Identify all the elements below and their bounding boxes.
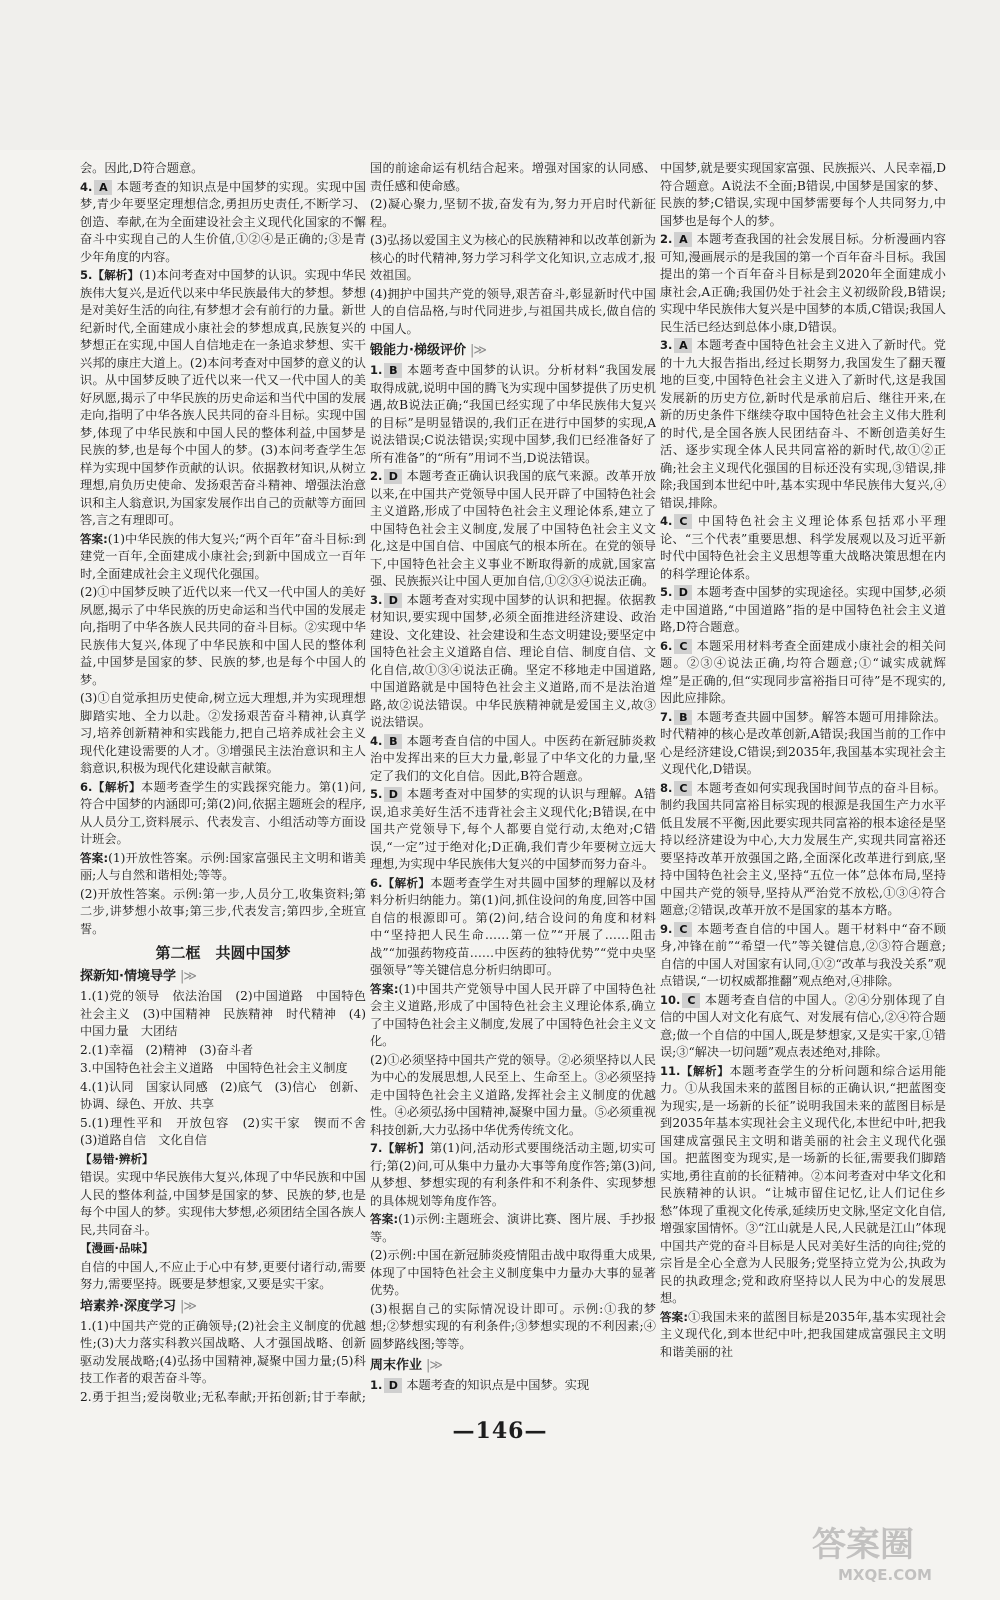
- body-text: 本题考查自信的中国人。②④分别体现了自信的中国人对文化有底气、对发展有信心,②④符合题意;做一个自信的中国人,既是梦想家,又是实干家,①错误;③“解决一切问题”观点表述绝对,排除。: [660, 992, 946, 1059]
- text-paragraph: [80, 1079, 366, 1114]
- body-text: 2.(1)幸福 (2)精神 (3)奋斗者: [80, 1042, 254, 1057]
- question-number: 9.: [660, 921, 673, 936]
- watermark-logo: [808, 1512, 978, 1586]
- body-text: 3.中国特色社会主义道路 中国特色社会主义制度: [80, 1061, 348, 1075]
- question-answer: [80, 179, 366, 267]
- text-paragraph: [80, 1042, 366, 1060]
- body-text: 1.(1)党的领导 依法治国 (2)中国道路 中国特色社会主义 (3)中国精神 民族精神 时代精神 (4)中国力量 大团结: [80, 989, 366, 1038]
- body-text: 1.(1)中国共产党的正确领导;(2)社会主义制度的优越性;(3)大力落实科教兴国战略、人才强国战略、创新驱动发展战略;(4)弘扬中国精神,凝聚中国力量;(5)科技工作者的艰苦奋斗等。: [80, 1318, 366, 1385]
- body-text: 本题考查正确认识我国的底气来源。改革开放以来,在中国共产党领导中国人民开辟了中国特色社会主义道路,形成了中国特色社会主义理论体系,建立了中国特色社会主义制度,发展了中国特色社会主义文化,这是中国自信、中国底气的根本所在。在党的领导下,中国特色社会主义事业不断取得新的成就,国家富强、民族振兴让中国人更加自信,①②③④说法正确。: [370, 469, 656, 588]
- section-heading-text: 锻能力·梯级评价: [370, 343, 466, 358]
- text-paragraph: [80, 988, 366, 1041]
- question-number: 8.: [660, 780, 673, 795]
- question-number: 10.: [660, 992, 681, 1007]
- answer-letter-badge: B: [384, 734, 402, 749]
- question-number: 5.: [370, 787, 383, 801]
- section-heading-text: 培素养·深度学习: [80, 1298, 176, 1314]
- question-answer: [370, 875, 656, 980]
- body-text: 2.勇于担当;爱岗敬业;无私奉献;开拓创新;甘于奉献;: [80, 1389, 366, 1404]
- column-left: [80, 160, 366, 1405]
- question-answer: [370, 733, 656, 786]
- lesson-title: 第二框 共圆中国梦: [155, 944, 291, 962]
- body-text: (1)中国共产党领导中国人民开辟了中国特色社会主义道路,形成了中国特色社会主义理论体系,确立了中国特色社会主义制度,发展了中国特色社会主义文化。: [370, 981, 656, 1048]
- question-number: 4.: [80, 179, 93, 194]
- body-text: 本题考查对中国梦的实现的认识与理解。A错误,追求美好生活不违背社会主义现代化;B错误,在中国共产党领导下,每个人都要自觉行动,太绝对;C错误,“一定”过于绝对化;D正确,我们青少年要树立远大理想,为实现中华民族伟大复兴的中国梦而努力奋斗。: [370, 787, 656, 871]
- text-paragraph: [80, 160, 366, 178]
- question-number: 1.: [370, 363, 383, 377]
- question-number: 7.: [370, 1141, 383, 1155]
- subsection-label: 【漫画·品味】: [80, 1241, 154, 1255]
- answer-label: 答案:: [80, 850, 109, 865]
- body-text: 会。因此,D符合题意。: [80, 161, 204, 175]
- body-text: (2)凝心聚力,坚韧不拔,奋发有为,努力开启时代新征程。: [370, 197, 656, 229]
- body-text: 本题考查中国特色社会主义进入了新时代。党的十九大报告指出,经过长期努力,我国发生了翻天覆地的巨变,中国特色社会主义进入了新时代,这是我国发展新的历史方位,新时代是承前启后、继往开来,在新的历史条件下继续夺取中国特色社会主义伟大胜利的时代,是全国各族人民团结奋斗、不断创造美好生活、逐步实现全体人民共同富裕的新时代,故①②正确;社会主义现代化强国的目标还没有实现,③错误,排除;我国到本世纪中叶,基本实现中华民族伟大复兴,④错误,排除。: [660, 338, 946, 510]
- watermark-main-text: 答案圈: [812, 1525, 914, 1565]
- answer-block: [370, 1211, 656, 1246]
- question-answer: [660, 1063, 946, 1308]
- column-right: [660, 160, 946, 1405]
- answer-block: [80, 531, 366, 584]
- body-text: 自信的中国人,不应止于心中有梦,更要付诸行动,需要努力,需要坚持。既要是梦想家,又要是实干家。: [80, 1259, 366, 1291]
- body-text: 本题考查如何实现我国时间节点的奋斗目标。制约我国共同富裕目标实现的根源是我国生产力水平低且发展不平衡,因此要实现共同富裕的根本途径是坚持以经济建设为中心,大力发展生产,实现共同富裕还要坚持改革开放强国之路,全面深化改革进行到底,坚持中国特色社会主义,坚持“五位一体”总体布局,坚持中国共产党的领导,坚持从严治党不放松,①③④符合题意;②错误,改革开放不是国家的基本方略。: [660, 780, 946, 917]
- text-paragraph: [80, 1318, 366, 1388]
- section-heading: [370, 1357, 656, 1375]
- page-top-margin: [0, 0, 1000, 150]
- answer-letter-badge: D: [674, 585, 692, 600]
- section-heading: [370, 342, 656, 360]
- answer-label: 答案:: [370, 981, 399, 996]
- text-paragraph: [370, 232, 656, 285]
- question-number: 2.: [660, 232, 673, 246]
- answer-block: [660, 1309, 946, 1362]
- analysis-tag: 【解析】: [382, 875, 431, 890]
- body-text: 本题考查自信的中国人。中医药在新冠肺炎救治中发挥出来的巨大力量,彰显了中华文化的力量,坚定了我们的文化自信。因此,B符合题意。: [370, 733, 656, 783]
- section-arrow-icon: |≫: [426, 1358, 443, 1373]
- body-text: (3)①自觉承担历史使命,树立远大理想,并为实现理想脚踏实地、全力以赴。②发扬艰苦奋斗精神,认真学习,培养创新精神和实践能力,把自己培养成社会主义现代化建设需要的人才。③增强民主法治意识和主人翁意识,积极为现代化建设献言献策。: [80, 691, 366, 775]
- text-paragraph: [80, 1115, 366, 1150]
- question-answer: [80, 779, 366, 849]
- body-text: (2)示例:中国在新冠肺炎疫情阻击战中取得重大成果,体现了中国特色社会主义制度集中力量办大事的显著优势。: [370, 1248, 656, 1297]
- body-text: (3)弘扬以爱国主义为核心的民族精神和以改革创新为核心的时代精神,努力学习科学文化知识,立志成才,报效祖国。: [370, 233, 656, 282]
- text-paragraph: [370, 196, 656, 231]
- question-number: 6.: [80, 779, 93, 794]
- question-answer: [370, 362, 656, 467]
- question-answer: [370, 1377, 656, 1395]
- body-text: 本题考查对实现中国梦的认识和把握。依据教材知识,要实现中国梦,必须全面推进经济建设、政治建设、文化建设、社会建设和生态文明建设;要坚定中国特色社会主义道路自信、理论自信、制度自信、文化自信,故①③④说法正确。坚定不移地走中国道路,中国道路就是中国特色社会主义道路,而不是法治道路,故②说法错误。中华民族精神就是爱国主义,故③说法错误。: [370, 592, 656, 729]
- section-arrow-icon: |≫: [469, 343, 486, 358]
- section-heading: [80, 1298, 366, 1316]
- answer-letter-badge: C: [674, 514, 692, 529]
- question-number: 5.: [80, 268, 93, 282]
- answer-letter-badge: C: [674, 922, 692, 937]
- subsection-label: 【易错·辨析】: [80, 1151, 154, 1166]
- answer-label: 答案:: [660, 1309, 688, 1324]
- body-text: (2)①必须坚持中国共产党的领导。②必须坚持以人民为中心的发展思想,人民至上、生命至上。③必须坚持走中国特色社会主义道路,发挥社会主义制度的优越性。④必须弘扬中国精神,凝聚中国力量。⑤必须重视科技创新,大力弘扬中华优秀传统文化。: [370, 1052, 656, 1137]
- body-text: (1)中华民族的伟大复兴;“两个百年”奋斗目标:到建党一百年,全面建成小康社会;到新中国成立一百年时,全面建成社会主义现代化强国。: [80, 531, 366, 581]
- question-number: 6.: [370, 875, 383, 890]
- answer-label: 答案:: [370, 1212, 399, 1226]
- text-paragraph: [370, 286, 656, 339]
- answer-letter-badge: C: [674, 781, 692, 796]
- answer-letter-badge: A: [674, 338, 692, 353]
- page-number: —146—: [452, 1418, 548, 1444]
- body-text: 中国梦,就是要实现国家富强、民族振兴、人民幸福,D符合题意。A说法不全面;B错误,中国梦是国家的梦、民族的梦;C错误,实现中国梦需要每个人共同努力,中国梦也是每个人的梦。: [660, 161, 946, 228]
- question-number: 5.: [660, 585, 673, 599]
- body-text: 本题考查中国梦的实现途径。实现中国梦,必须走中国道路,“中国道路”指的是中国特色社会主义道路,D符合题意。: [660, 585, 946, 634]
- answer-letter-badge: C: [682, 993, 700, 1008]
- text-paragraph: [80, 1259, 366, 1294]
- text-paragraph: [80, 1389, 366, 1406]
- question-answer: [660, 513, 946, 583]
- question-answer: [660, 231, 946, 336]
- watermark-sub-text: MXQE.COM: [838, 1566, 932, 1584]
- question-number: 7.: [660, 709, 673, 724]
- body-text: 本题考查自信的中国人。题干材料中“奋不顾身,冲锋在前”“希望一代”等关键信息,②③符合题意;自信的中国人对国家有认同,①②“改革与我没关系”观点错误,“一切权威都推翻”观点绝对,④排除。: [660, 921, 946, 988]
- question-number: 6.: [660, 638, 673, 653]
- section-arrow-icon: |≫: [179, 969, 196, 984]
- analysis-tag: 【解析】: [92, 268, 140, 282]
- text-paragraph: [80, 690, 366, 778]
- body-text: (2)①中国梦反映了近代以来一代又一代中国人的美好夙愿,揭示了中华民族的历史命运和当代中国的发展走向,指明了中华各族人民共同的奋斗目标。②实现中华民族伟大复兴,体现了中华民族和中国人民的整体利益,中国梦是国家的梦、民族的梦,也是每个中国人的梦。: [80, 585, 366, 687]
- body-text: 本题考查我国的社会发展目标。分析漫画内容可知,漫画展示的是我国的第一个百年奋斗目标。我国提出的第一个百年奋斗目标是到2020年全面建成小康社会,A正确;我国仍处于社会主义初级阶段,B错误;实现中华民族伟大复兴是中国梦的本质,C错误;我国人民生活已经达到总体小康,D错误。: [660, 232, 946, 334]
- answer-letter-badge: D: [384, 1378, 402, 1393]
- body-text: (1)示例:主题班会、演讲比赛、图片展、手抄报等。: [370, 1212, 656, 1244]
- question-answer: [660, 992, 946, 1062]
- body-text: (1)开放性答案。示例:国家富强民主文明和谐美丽;人与自然和谐相处;等等。: [80, 850, 366, 882]
- question-answer: [660, 584, 946, 637]
- answer-letter-badge: D: [384, 469, 402, 484]
- body-text: 国的前途命运有机结合起来。增强对国家的认同感、责任感和使命感。: [370, 161, 656, 193]
- question-answer: [80, 267, 366, 530]
- text-paragraph: [80, 1060, 366, 1078]
- answer-letter-badge: C: [674, 639, 692, 654]
- question-answer: [370, 786, 656, 874]
- question-number: 1.: [370, 1378, 383, 1392]
- answer-label: 答案:: [80, 531, 108, 546]
- question-answer: [660, 709, 946, 779]
- question-number: 3.: [370, 592, 383, 607]
- question-number: 2.: [370, 469, 383, 483]
- body-text: 本题考查学生的实践探究能力。第(1)问,符合中国梦的内涵即可;第(2)问,依据主题班会的程序,从人员分工,资料展示、代表发言、小组活动等方面设计班会。: [80, 779, 366, 846]
- answer-letter-badge: B: [384, 363, 402, 378]
- analysis-tag: 【解析】: [382, 1141, 431, 1155]
- answer-block: [80, 850, 366, 885]
- text-paragraph: [370, 1301, 656, 1354]
- question-answer: [660, 921, 946, 991]
- text-paragraph: [370, 1247, 656, 1300]
- question-answer: [370, 468, 656, 591]
- text-paragraph: [80, 886, 366, 939]
- body-text: 中国特色社会主义理论体系包括邓小平理论、“三个代表”重要思想、科学发展观以及习近平新时代中国特色社会主义思想等重大战略决策思想在内的科学理论体系。: [660, 514, 946, 581]
- text-paragraph: [370, 160, 656, 195]
- question-number: 3.: [660, 338, 673, 352]
- answer-letter-badge: A: [94, 180, 112, 195]
- text-paragraph: [660, 160, 946, 230]
- answer-letter-badge: D: [384, 593, 402, 608]
- body-text: (1)本问考查对中国梦的认识。实现中华民族伟大复兴,是近代以来中华民族最伟大的梦想。梦想是对美好生活的向往,有梦想才会有前行的力量。新世纪新时代,全面建成小康社会的梦想成真,民族复兴的梦想正在实现,中国人自信地走在一条追求梦想、实干兴邦的康庄大道上。(2)本问考查对中国梦的意义的认识。从中国梦反映了近代以来一代又一代中国人的美好夙愿,揭示了中华民族的历史命运和当代中国的发展走向,指明了中华各族人民共同的奋斗目标。实现中国梦,体现了中华民族和中国人民的整体利益,中国梦是民族的梦,也是每个中国人的梦。(3)本问考查学生怎样为实现中国梦作贡献的认识。依据教材知识,从树立理想,肩负历史使命、发扬艰苦奋斗精神、增强法治意识和主人翁意识,为国家发展作出自己的贡献等方面回答,言之有理即可。: [80, 268, 366, 527]
- body-text: 本题考查学生的分析问题和综合运用能力。①从我国未来的蓝图目标的正确认识,“把蓝图变为现实,是一场新的长征”说明我国未来的蓝图目标是到2035年基本实现社会主义现代化,本世纪中叶,把我国建成富强民主文明和谐美丽的社会主义现代化强国。把蓝图变为现实,是一场新的长征,需要我们脚踏实地,勇往直前的长征精神。②本问考查对中华文化和民族精神的认识。“让城市留住记忆,让人们记住乡愁”体现了重视文化传承,延续历史文脉,坚定文化自信,增强家国情怀。③“江山就是人民,人民就是江山”体现中国共产党的奋斗目标是人民对美好生活的向往;党的宗旨是全心全意为人民服务;党坚持立党为公,执政为民的执政理念;党和政府坚持以人民为中心的发展思想。: [660, 1063, 946, 1305]
- body-text: (4)拥护中国共产党的领导,艰苦奋斗,彰显新时代中国人的自信品格,与时代同进步,与祖国共成长,做自信的中国人。: [370, 286, 656, 336]
- body-text: 本题考查的知识点是中国梦的实现。实现中国梦,青少年要坚定理想信念,勇担历史责任,不断学习、创造、奉献,在为全面建设社会主义现代化国家的不懈奋斗中实现自己的人生价值,①②④是正确的;③是青少年角度的内容。: [80, 179, 366, 264]
- column-middle: [370, 160, 656, 1405]
- question-answer: [370, 592, 656, 732]
- body-text: 本题考查的知识点是中国梦。实现: [406, 1378, 590, 1392]
- analysis-tag: 【解析】: [680, 1063, 730, 1078]
- answer-block: [370, 981, 656, 1051]
- question-number: 4.: [370, 733, 383, 748]
- text-paragraph: [80, 584, 366, 689]
- answer-letter-badge: D: [384, 787, 402, 802]
- body-text: 5.(1)理性平和 开放包容 (2)实干家 锲而不舍 (3)道路自信 文化自信: [80, 1115, 366, 1147]
- body-text: 本题考查共圆中国梦。解答本题可用排除法。时代精神的核心是改革创新,A错误;我国当前的工作中心是经济建设,C错误;到2035年,我国基本实现社会主义现代化,D错误。: [660, 709, 946, 776]
- question-answer: [370, 1140, 656, 1210]
- section-heading-text: 周末作业: [370, 1358, 423, 1373]
- question-answer: [660, 638, 946, 708]
- body-text: 4.(1)认同 国家认同感 (2)底气 (3)信心 创新、协调、绿色、开放、共享: [80, 1079, 366, 1111]
- body-text: (2)开放性答案。示例:第一步,人员分工,收集资料;第二步,讲梦想小故事;第三步,代表发言;第四步,全班宣誓。: [80, 886, 366, 936]
- body-text: 本题采用材料考查全面建成小康社会的相关问题。②③④说法正确,均符合题意;①“诚实成就辉煌”是正确的,但“实现同步富裕指日可待”是不现实的,因此应排除。: [660, 638, 946, 705]
- question-number: 4.: [660, 514, 673, 528]
- question-answer: [660, 337, 946, 512]
- section-arrow-icon: |≫: [179, 1298, 196, 1314]
- section-heading-text: 探新知·情境导学: [80, 969, 176, 984]
- body-text: 错误。实现中华民族伟大复兴,体现了中华民族和中国人民的整体利益,中国梦是国家的梦、民族的梦,也是每个中国人的梦。实现伟大梦想,必须团结全国各族人民,共同奋斗。: [80, 1170, 366, 1237]
- question-number: 11.: [660, 1063, 681, 1078]
- answer-letter-badge: B: [674, 710, 692, 725]
- body-text: 第(1)问,活动形式要围绕活动主题,切实可行;第(2)问,可从集中力量办大事等角度作答;第(3)问,从梦想、梦想实现的有利条件和不利条件、实现梦想的具体规划等角度作答。: [370, 1141, 656, 1208]
- analysis-tag: 【解析】: [92, 779, 141, 794]
- text-paragraph: [370, 1052, 656, 1140]
- body-text: ①我国未来的蓝图目标是2035年,基本实现社会主义现代化,到本世纪中叶,把我国建成富强民主文明和谐美丽的社: [660, 1309, 946, 1359]
- body-text: 本题考查学生对共圆中国梦的理解以及材料分析归纳能力。第(1)问,抓住设问的角度,回答中国自信的根源即可。第(2)问,结合设问的角度和材料中“坚持把人民生命……第一位”“开展了……阻击战”“加强药物疫苗……中医药的独特优势”“党中央坚强领导”等关键信息分析归纳即可。: [370, 875, 656, 977]
- question-answer: [660, 780, 946, 920]
- body-text: 本题考查中国梦的认识。分析材料“我国发展取得成就,说明中国的腾飞为实现中国梦提供了历史机遇,故B说法正确;“我国已经实现了中华民族伟大复兴的目标”是明显错误的,我们正在进行中国梦的实现,A说法错误;C说法错误;实现中国梦,我们已经准备好了所有准备”的“所有”用词不当,D说法错误。: [370, 363, 656, 465]
- text-paragraph: [80, 1169, 366, 1239]
- answer-letter-badge: A: [674, 232, 692, 247]
- section-heading: [80, 968, 366, 986]
- body-text: (3)根据自己的实际情况设计即可。示例:①我的梦想;②梦想实现的有利条件;③梦想实现的不利因素;④圆梦路线图;等等。: [370, 1301, 656, 1351]
